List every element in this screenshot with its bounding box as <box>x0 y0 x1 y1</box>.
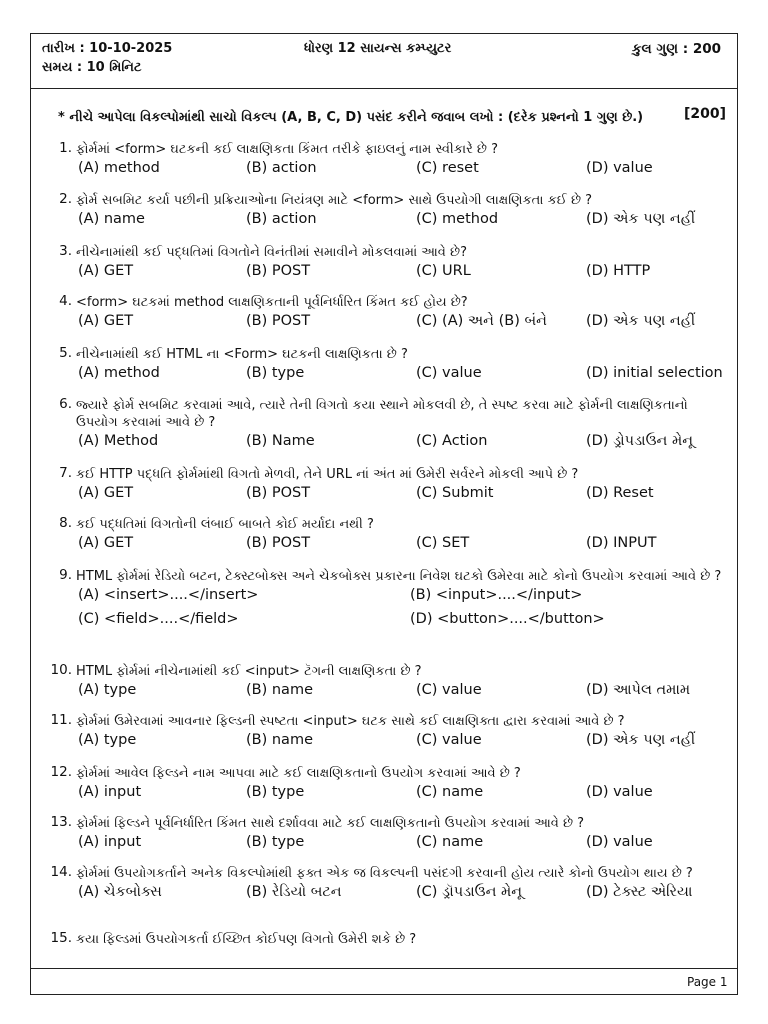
options-row <box>44 611 724 631</box>
option-a: (A) GET <box>78 485 134 501</box>
option-b: (B) name <box>246 682 313 698</box>
option-c: (C) Submit <box>416 485 494 501</box>
options-row <box>44 732 724 752</box>
question-number: 5. <box>59 345 72 361</box>
question-line <box>44 515 724 533</box>
option-b: (B) type <box>246 834 305 850</box>
options-row <box>44 884 724 904</box>
question-line <box>44 243 724 261</box>
question-11 <box>44 712 724 752</box>
option-b: (B) POST <box>246 485 311 501</box>
option-c: (C) <field>....</field> <box>78 611 239 627</box>
question-number: 1. <box>59 140 72 156</box>
option-d: (D) value <box>586 784 653 800</box>
option-d: (D) value <box>586 160 653 176</box>
question-line <box>44 396 724 431</box>
option-b: (B) action <box>246 160 317 176</box>
question-number: 6. <box>59 396 72 412</box>
option-d: (D) એક પણ નહીં <box>586 313 696 329</box>
question-14 <box>44 864 724 904</box>
page-number: Page 1 <box>687 975 728 989</box>
option-b: (B) Name <box>246 433 315 449</box>
option-c: (C) reset <box>416 160 479 176</box>
question-number: 7. <box>59 465 72 481</box>
option-c: (C) value <box>416 365 482 381</box>
option-a: (A) input <box>78 784 142 800</box>
option-a: (A) type <box>78 682 137 698</box>
question-5 <box>44 345 724 385</box>
option-c: (C) SET <box>416 535 470 551</box>
option-c: (C) method <box>416 211 499 227</box>
option-d: (D) એક પણ નહીં <box>586 211 696 227</box>
options-row <box>44 211 724 231</box>
options-row <box>44 365 724 385</box>
option-c: (C) name <box>416 784 484 800</box>
option-a: (A) <insert>....</insert> <box>78 587 259 603</box>
option-b: (B) name <box>246 732 313 748</box>
question-number: 4. <box>59 293 72 309</box>
question-number: 14. <box>50 864 72 880</box>
question-3 <box>44 243 724 283</box>
option-c: (C) (A) અને (B) બંને <box>416 313 547 329</box>
question-number: 2. <box>59 191 72 207</box>
options-row <box>44 834 724 854</box>
question-text: નીચેનામાંથી કઈ HTML ના <Form> ઘટકની લાક્ષણિકતા છે ? <box>76 347 408 362</box>
question-line <box>44 567 724 585</box>
option-b: (B) type <box>246 365 305 381</box>
option-b: (B) type <box>246 784 305 800</box>
question-line <box>44 712 724 730</box>
question-line <box>44 191 724 209</box>
option-a: (A) type <box>78 732 137 748</box>
question-line <box>44 140 724 158</box>
exam-date: તારીખ : 10-10-2025 <box>42 41 173 56</box>
option-d: (D) આપેલ તમામ <box>586 682 691 698</box>
question-text: જ્યારે ફોર્મ સબમિટ કરવામાં આવે, ત્યારે તેની વિગતો કયા સ્થાને મોકલવી છે, તે સ્પષ્ટ કરવા માટે ફોર્મની લાક્ષણિકતાનો ઉપયોગ કરવામાં આવે છે ? <box>76 398 688 430</box>
option-a: (A) ચેકબોક્સ <box>78 884 162 900</box>
question-text: ફોર્મમાં <form> ઘટકની કઈ લાક્ષણિકતા કિંમત તરીકે ફાઇલનું નામ સ્વીકારે છે ? <box>76 142 499 157</box>
question-15 <box>44 930 724 948</box>
option-a: (A) GET <box>78 313 134 329</box>
question-12 <box>44 764 724 804</box>
instruction-text: * નીચે આપેલા વિકલ્પોમાંથી સાચો વિકલ્પ (A, B, C, D) પસંદ કરીને જવાબ લખો : (દરેક પ્રશ્નનો 1 ગુણ છે.) <box>58 110 644 125</box>
option-c: (C) name <box>416 834 484 850</box>
options-row <box>44 160 724 180</box>
question-line <box>44 814 724 832</box>
options-row <box>44 263 724 283</box>
option-d: (D) એક પણ નહીં <box>586 732 696 748</box>
question-number: 8. <box>59 515 72 531</box>
question-number: 12. <box>50 764 72 780</box>
options-row <box>44 313 724 333</box>
question-number: 15. <box>50 930 72 946</box>
option-c: (C) URL <box>416 263 471 279</box>
question-text: <form> ઘટકમાં method લાક્ષણિકતાની પૂર્વનિર્ધારિત કિંમત કઈ હોય છે? <box>76 295 468 310</box>
options-row <box>44 535 724 555</box>
question-number: 3. <box>59 243 72 259</box>
question-number: 10. <box>50 662 72 678</box>
question-line <box>44 930 724 948</box>
question-text: કઈ પદ્ધતિમાં વિગતોની લંબાઈ બાબતે કોઈ મર્યાદા નથી ? <box>76 517 374 532</box>
question-text: ફોર્મમાં ઉપયોગકર્તાને અનેક વિકલ્પોમાંથી ફક્ત એક જ વિકલ્પની પસંદગી કરવાની હોય ત્યારે કોનો ઉપયોગ થાય છે ? <box>76 866 693 881</box>
options-row <box>44 784 724 804</box>
question-4 <box>44 293 724 333</box>
option-a: (A) GET <box>78 263 134 279</box>
question-line <box>44 764 724 782</box>
option-b: (B) POST <box>246 313 311 329</box>
question-1 <box>44 140 724 180</box>
question-10 <box>44 662 724 702</box>
option-d: (D) ટેક્સ્ટ એરિયા <box>586 884 693 900</box>
question-text: ફોર્મમાં ફિલ્ડને પૂર્વનિર્ધારિત કિંમત સાથે દર્શાવવા માટે કઈ લાક્ષણિકતાનો ઉપયોગ કરવામાં આવે છે ? <box>76 816 585 831</box>
options-row <box>44 682 724 702</box>
question-7 <box>44 465 724 505</box>
section-marks: [200] <box>684 106 727 122</box>
option-c: (C) value <box>416 682 482 698</box>
option-d: (D) ડ્રોપડાઉન મેનૂ <box>586 433 694 449</box>
option-a: (A) input <box>78 834 142 850</box>
options-row <box>44 433 724 453</box>
question-6 <box>44 396 724 453</box>
question-text: HTML ફોર્મમાં રેડિયો બટન, ટેક્સ્ટબોક્સ અને ચેકબોક્સ પ્રકારના નિવેશ ઘટકો ઉમેરવા માટે કોનો ઉપયોગ કરવામાં આવે છે ? <box>76 569 722 584</box>
question-line <box>44 864 724 882</box>
question-text: કઈ HTTP પદ્ધતિ ફોર્મમાંથી વિગતો મેળવી, તેને URL નાં અંત માં ઉમેરી સર્વરને મોકલી આપે છે ? <box>76 467 579 482</box>
total-marks: કુલ ગુણ : 200 <box>632 41 722 57</box>
question-8 <box>44 515 724 555</box>
option-d: (D) <button>....</button> <box>410 611 605 627</box>
option-c: (C) Action <box>416 433 488 449</box>
option-a: (A) name <box>78 211 145 227</box>
options-row <box>44 485 724 505</box>
option-a: (A) method <box>78 365 160 381</box>
option-c: (C) value <box>416 732 482 748</box>
option-d: (D) value <box>586 834 653 850</box>
question-text: ફોર્મમાં આવેલ ફિલ્ડને નામ આપવા માટે કઈ લાક્ષણિકતાનો ઉપયોગ કરવામાં આવે છે ? <box>76 766 521 781</box>
question-text: ફોર્મમાં ઉમેરવામાં આવનાર ફિલ્ડની સ્પષ્ટતા <input> ઘટક સાથે કઈ લાક્ષણિક્તા દ્વારા કરવામાં આવે છે ? <box>76 714 625 729</box>
question-line <box>44 293 724 311</box>
option-a: (A) GET <box>78 535 134 551</box>
question-text: ફોર્મ સબમિટ કર્યા પછીની પ્રક્રિયાઓના નિયંત્રણ માટે <form> સાથે ઉપયોગી લાક્ષણિકતા કઈ છે ? <box>76 193 593 208</box>
question-text: કયા ફિલ્ડમાં ઉપયોગકર્તા ઈચ્છિત કોઈપણ વિગતો ઉમેરી શકે છે ? <box>76 932 417 947</box>
option-a: (A) method <box>78 160 160 176</box>
option-b: (B) રેડિયો બટન <box>246 884 342 900</box>
options-row <box>44 587 724 607</box>
option-d: (D) Reset <box>586 485 654 501</box>
option-b: (B) action <box>246 211 317 227</box>
question-text: HTML ફોર્મમાં નીચેનામાંથી કઈ <input> ટૅગની લાક્ષણિકતા છે ? <box>76 664 422 679</box>
question-number: 9. <box>59 567 72 583</box>
question-text: નીચેનામાંથી કઈ પદ્ધતિમાં વિગતોને વિનંતીમાં સમાવીને મોકલવામાં આવે છે? <box>76 245 467 260</box>
question-line <box>44 345 724 363</box>
question-line <box>44 662 724 680</box>
question-13 <box>44 814 724 854</box>
footer-divider <box>30 968 738 969</box>
question-9 <box>44 567 724 631</box>
option-d: (D) HTTP <box>586 263 651 279</box>
question-number: 11. <box>50 712 72 728</box>
question-2 <box>44 191 724 231</box>
option-a: (A) Method <box>78 433 159 449</box>
option-d: (D) INPUT <box>586 535 657 551</box>
option-b: (B) <input>....</input> <box>410 587 583 603</box>
question-line <box>44 465 724 483</box>
exam-subject: ધોરણ 12 સાયન્સ કમ્પ્યુટર <box>304 41 452 56</box>
option-d: (D) initial selection <box>586 365 723 381</box>
option-c: (C) ડ્રૉપડાઉન મેનૂ <box>416 884 523 900</box>
header-divider <box>30 88 738 89</box>
option-b: (B) POST <box>246 263 311 279</box>
exam-time: સમય : 10 મિનિટ <box>42 60 142 75</box>
question-number: 13. <box>50 814 72 830</box>
option-b: (B) POST <box>246 535 311 551</box>
